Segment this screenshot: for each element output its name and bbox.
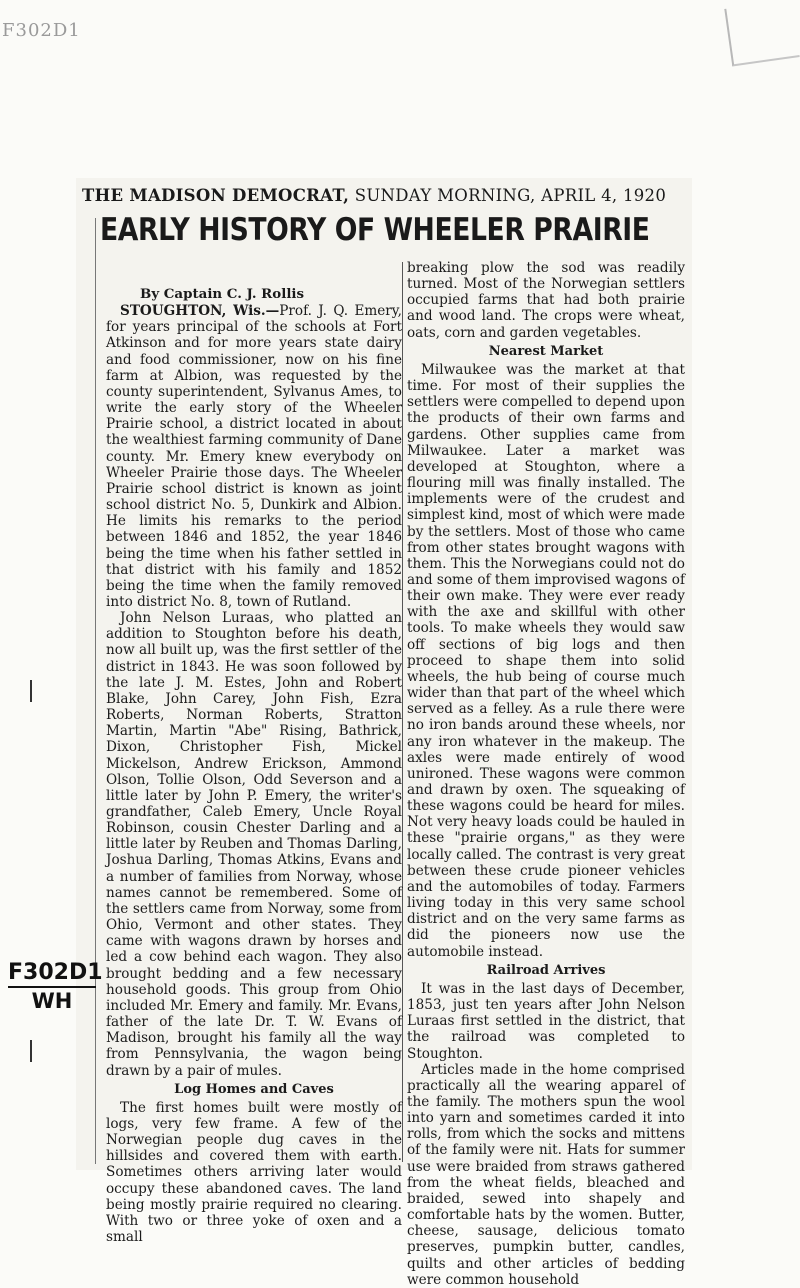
page-corner-mark <box>724 0 799 66</box>
paragraph: John Nelson Luraas, who platted an addition to Stoughton before his death, now all built up, was the first settler of the district in 1843. He was soon followed by the late J. M. Estes, John and Robert Blake, John Carey, John Fish, Ezra Roberts, Norman Roberts, Stratton Martin, Martin "Abe" Rising, Bathrick, Dixon, Christopher Fish, Mickel Mickelson, Andrew Erickson, Ammond Olson, Tollie Olson, Odd Severson and a little later by John P. Emery, the writer's grandfather, Caleb Emery, Uncle Royal Robinson, cousin Chester Darling and a little later by Reuben and Thomas Darling, Joshua Darling, Thomas Atkins, Evans and a number of families from Norway, whose names cannot be remembered. Some of the settlers came from Norway, some from Ohio, Vermont and other states. They came with wagons drawn by horses and led a cow behind each wagon. They also brought bedding and a few necessary household goods. This group from Ohio included Mr. Emery and family. Mr. Evans, father of the late Dr. T. W. Evans of Madison, brought his family all the way from Pennsylvania, the wagon being drawn by a pair of mules. <box>106 610 402 1079</box>
headline: EARLY HISTORY OF WHEELER PRAIRIE <box>100 212 650 248</box>
masthead-paper: THE MADISON DEMOCRAT, <box>82 186 350 205</box>
subhead-railroad: Railroad Arrives <box>486 962 606 978</box>
paragraph: Milwaukee was the market at that time. For most of their supplies the settlers were compelled to depend upon the products of their own farms and gardens. Other supplies came from Milwaukee. Later a market was developed at Stoughton, where a flouring mill was finally installed. The implements were of the crudest and simplest kind, most of which were made by the settlers. Most of those who came from other states brought wagons with them. This the Norwegians could not do and some of them improvised wagons of their own make. They were ever ready with the axe and skillful with other tools. To make wheels they would saw off sections of big logs and then proceed to shape them into solid wheels, the hub being of course much wider than that part of the wheel which served as a felley. As a rule there were no iron bands around these wheels, nor any iron whatever in the makeup. The axles were made entirely of wood unironed. These wagons were common and drawn by oxen. The squeaking of these wagons could be heard for miles. Not very heavy loads could be hauled in these "prairie organs," as they were locally called. The contrast is very great between these crude pioneer vehicles and the automobiles of today. Farmers living today in this very same school district and on the very same farms as did the pioneers now use the automobile instead. <box>407 361 685 960</box>
handwritten-file-label <box>8 960 103 1024</box>
paragraph: It was in the last days of December, 1853, just ten years after John Nelson Luraas first settled in the district, that the railroad was completed to Stoughton. <box>407 980 685 1062</box>
paragraph-text: Prof. J. Q. Emery, for years principal of the schools at Fort Atkinson and for more years state dairy and food commissioner, now on his fine farm at Albion, was requested by the county superintendent, Sylvanus Ames, to write the early story of the Wheeler Prairie school, a district located in about the wealthiest farming community of Dane county. Mr. Emery knew everybody on Wheeler Prairie those days. The Wheeler Prairie school district is known as joint school district No. 5, Dunkirk and Albion. He limits his remarks to the period between 1846 and 1852, the year 1846 being the time when his father settled in that district with his family and 1852 being the time when the family removed into district No. 8, town of Rutland. <box>106 303 402 610</box>
byline: By Captain C. J. Rollis <box>140 286 305 302</box>
masthead-date: SUNDAY MORNING, APRIL 4, 1920 <box>354 186 667 205</box>
margin-bracket-mark <box>30 680 36 702</box>
subhead-log-homes: Log Homes and Caves <box>174 1081 334 1097</box>
masthead <box>82 186 690 214</box>
paragraph <box>106 303 402 610</box>
margin-bracket-mark <box>30 1040 36 1062</box>
paragraph: breaking plow the sod was readily turned. Most of the Norwegian settlers occupied farms that had both prairie and wood land. The crops were wheat, oats, corn and garden vegetables. <box>407 260 685 341</box>
archive-stamp: F302D1 <box>2 20 81 41</box>
column-rule <box>402 262 403 1162</box>
file-label-initials: WH <box>31 989 73 1013</box>
dateline: STOUGHTON, Wis.— <box>120 303 280 320</box>
paragraph: Articles made in the home comprised practically all the wearing apparel of the family. The mothers spun the wool into yarn and sometimes carded it into rolls, from which the socks and mittens of the family were nit. Hats for summer use were braided from straws gathered from the wheat fields, bleached and braided, sewed into shapely and comfortable hats by the women. Butter, cheese, sausage, delicious tomato preserves, pumpkin butter, candles, quilts and other articles of bedding were common household <box>407 1061 685 1288</box>
paragraph: The first homes built were mostly of logs, very few frame. A few of the Norwegian people dug caves in the hillsides and covered them with earth. Sometimes others arriving later would occupy these abandoned caves. The land being mostly prairie required no clearing. With two or three yoke of oxen and a small <box>106 1099 402 1246</box>
article-column-2 <box>407 260 685 1288</box>
file-label-code: F302D1 <box>8 960 96 988</box>
subhead-nearest-market: Nearest Market <box>488 343 604 359</box>
article-column-1 <box>106 286 402 1246</box>
